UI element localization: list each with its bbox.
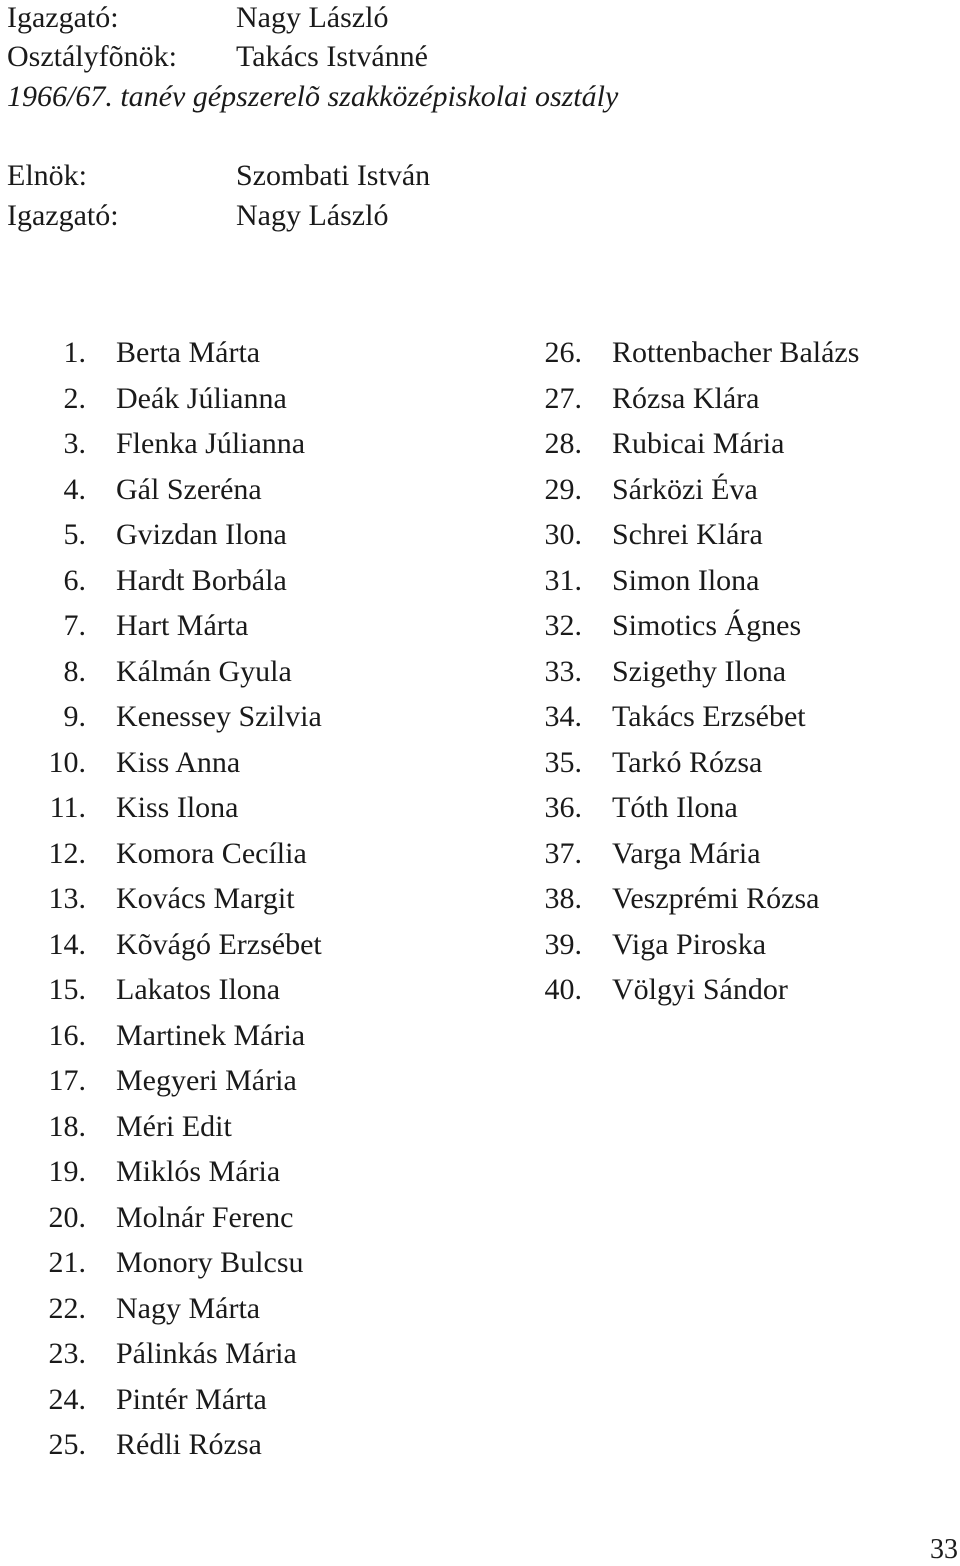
list-item-number: 13.: [48, 882, 86, 915]
list-item-name: Kiss Anna: [116, 745, 241, 779]
list-item-name: Kõvágó Erzsébet: [116, 927, 322, 961]
list-item-name: Méri Edit: [116, 1109, 232, 1143]
list-item-name: Flenka Júlianna: [116, 427, 306, 460]
list-item-number: 30.: [544, 518, 582, 551]
list-item-number: 22.: [48, 1291, 86, 1325]
list-item-number: 26.: [544, 336, 582, 369]
principal-2-value: Nagy László: [236, 199, 389, 232]
list-item-name: Molnár Ferenc: [116, 1200, 294, 1234]
list-item-number: 18.: [48, 1109, 86, 1143]
list-item-number: 10.: [48, 745, 86, 779]
list-item-number: 7.: [63, 609, 86, 642]
list-item-name: Rédli Rózsa: [116, 1428, 262, 1461]
list-item-name: Takács Erzsébet: [612, 700, 806, 733]
list-item-number: 24.: [48, 1382, 86, 1416]
list-item-number: 11.: [49, 791, 86, 824]
list-item-number: 2.: [63, 381, 86, 415]
list-item-number: 3.: [63, 427, 86, 460]
chairman-value: Szombati István: [236, 159, 431, 192]
list-item-number: 15.: [48, 973, 86, 1006]
list-item-number: 8.: [63, 654, 86, 688]
list-item-name: Berta Márta: [116, 336, 261, 369]
form-teacher-label: Osztályfõnök:: [7, 40, 177, 73]
list-item-name: Sárközi Éva: [612, 472, 758, 506]
list-item-name: Lakatos Ilona: [116, 973, 281, 1006]
list-item-name: Viga Piroska: [612, 927, 767, 961]
form-teacher-value: Takács Istvánné: [236, 40, 428, 73]
list-item-number: 32.: [544, 609, 582, 642]
list-item-number: 28.: [544, 427, 582, 460]
list-item-name: Schrei Klára: [612, 518, 763, 551]
list-item-name: Miklós Mária: [116, 1155, 281, 1188]
list-item-number: 36.: [544, 791, 582, 824]
list-item-name: Nagy Márta: [116, 1291, 261, 1325]
list-item-number: 31.: [544, 563, 582, 597]
principal-label: Igazgató:: [7, 1, 119, 34]
list-item-number: 33.: [544, 654, 582, 688]
list-item-number: 16.: [48, 1018, 86, 1052]
list-item-number: 6.: [63, 563, 86, 597]
list-item-name: Simon Ilona: [612, 563, 760, 597]
list-item-name: Rózsa Klára: [612, 381, 760, 415]
principal-2-label: Igazgató:: [7, 199, 119, 232]
list-item-number: 1.: [63, 336, 86, 369]
list-item-number: 29.: [544, 472, 582, 506]
list-item-number: 14.: [48, 927, 86, 961]
chairman-label: Elnök:: [7, 159, 87, 192]
list-item-number: 4.: [63, 472, 86, 506]
list-item-name: Deák Júlianna: [116, 381, 287, 415]
list-item-number: 37.: [544, 836, 582, 870]
list-item-number: 20.: [48, 1200, 86, 1234]
list-item-number: 39.: [544, 927, 582, 961]
list-item-name: Martinek Mária: [116, 1018, 306, 1052]
list-item-name: Rubicai Mária: [612, 427, 785, 460]
list-item-number: 35.: [544, 745, 582, 779]
list-item-name: Kovács Margit: [116, 882, 295, 915]
list-item-number: 40.: [544, 973, 582, 1006]
list-item-name: Varga Mária: [612, 836, 761, 870]
list-item-number: 19.: [48, 1155, 86, 1188]
list-item-name: Monory Bulcsu: [116, 1246, 304, 1279]
list-item-name: Kálmán Gyula: [116, 654, 292, 688]
list-item-name: Tóth Ilona: [612, 791, 738, 824]
list-item-number: 27.: [544, 381, 582, 415]
list-item-number: 23.: [48, 1337, 86, 1370]
class-title: 1966/67. tanév gépszerelõ szakközépiskolai osztály: [7, 80, 619, 113]
list-item-name: Hart Márta: [116, 609, 249, 642]
list-item-number: 17.: [48, 1064, 86, 1097]
list-item-name: Kiss Ilona: [116, 791, 239, 824]
list-item-number: 34.: [544, 700, 582, 733]
list-item-name: Gvizdan Ilona: [116, 518, 287, 551]
list-item-name: Kenessey Szilvia: [116, 700, 322, 733]
list-item-name: Komora Cecília: [116, 836, 307, 870]
page-number: 33: [930, 1534, 958, 1565]
list-item-name: Pálinkás Mária: [116, 1337, 297, 1370]
list-item-name: Tarkó Rózsa: [612, 745, 763, 779]
list-item-number: 38.: [544, 882, 582, 915]
list-item-name: Veszprémi Rózsa: [612, 882, 820, 915]
list-item-number: 9.: [63, 700, 86, 733]
list-item-name: Rottenbacher Balázs: [612, 336, 860, 369]
list-item-number: 5.: [63, 518, 86, 551]
principal-value: Nagy László: [236, 1, 389, 34]
list-item-number: 12.: [48, 836, 86, 870]
list-item-name: Gál Szeréna: [116, 472, 262, 506]
list-item-name: Hardt Borbála: [116, 563, 287, 597]
list-item-name: Szigethy Ilona: [612, 654, 787, 688]
list-item-name: Völgyi Sándor: [612, 973, 788, 1006]
list-item-number: 25.: [48, 1428, 86, 1461]
list-item-name: Megyeri Mária: [116, 1064, 297, 1097]
list-item-number: 21.: [48, 1246, 86, 1279]
list-item-name: Pintér Márta: [116, 1382, 267, 1416]
list-item-name: Simotics Ágnes: [612, 609, 802, 642]
